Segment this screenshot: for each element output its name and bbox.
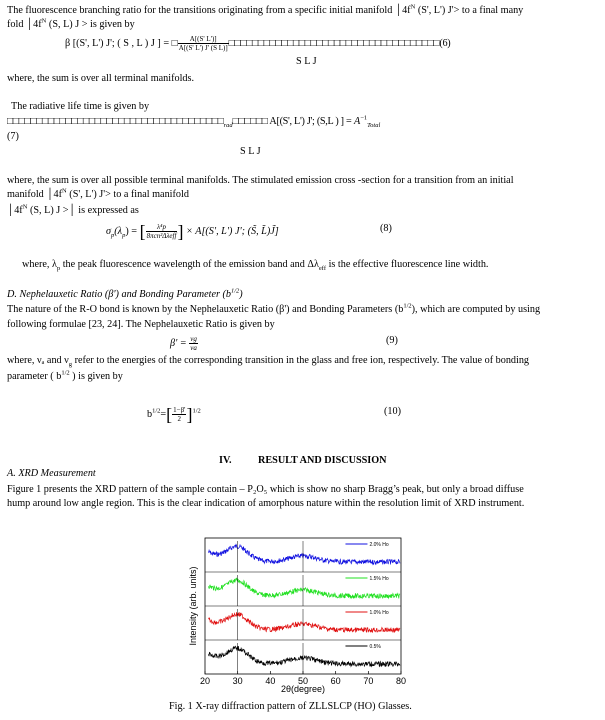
- section-title: RESULT AND DISCUSSION: [258, 455, 387, 466]
- sum-label: S L J: [240, 146, 261, 157]
- x-tick-label: 40: [265, 676, 276, 686]
- x-tick-label: 60: [330, 676, 341, 686]
- equation-10: $b^{1/2}=$[ $\frac{1-\beta'}{2}$ ]$^{1/2}$: [147, 404, 201, 425]
- equation-8: $\sigma_p(\lambda_p)$ = [ $\frac{\text{λ⁴p}}{\text{8πcn²Δλeff}}$ ] × A[(S', L') J'; (S̃, L̃)J̃]: [106, 221, 279, 242]
- text-line: The nature of the R-O bond is known by the Nephelauxetic Ratio (β') and Bonding Parameters $(b^{1/2})$, which are computed by using: [7, 302, 541, 315]
- text-line: Figure 1 presents the XRD pattern of the sample contain – P₂O₅ which is show no sharp Bragg’s peak, but only a broad diffuse: [7, 484, 524, 495]
- section-heading: D. Nephelauxetic Ratio (β') and Bonding Parameter $(b^{1/2})$: [7, 287, 243, 300]
- text-line: The radiative life time is given by: [11, 101, 150, 112]
- text-line: where, νₐ and $\nu_g$ refer to the energies of the corresponding transition in the glass and free ion, respectively. The value of bonding: [7, 355, 530, 369]
- text-line: fold $│4f^N$ (S, L) J > is given by: [7, 17, 135, 30]
- figure-caption: Fig. 1 X-ray diffraction pattern of ZLLSLCP (HO) Glasses.: [169, 701, 412, 712]
- text-line: $│4f^N$ (S, L) J >│ is expressed as: [7, 203, 139, 216]
- legend-label: 0.5%: [369, 644, 381, 650]
- x-tick-label: 80: [395, 676, 407, 686]
- x-tick-label: 20: [199, 676, 211, 686]
- legend-label: 1.0% Ho: [369, 610, 389, 616]
- equation-number: (9): [386, 335, 398, 346]
- text-line: parameter ( $b^{1/2}$ ) is given by: [7, 369, 123, 382]
- text-line: manifold $│4f^N$ (S', L') J'> to a final manifold: [7, 187, 189, 200]
- legend-label: 1.5% Ho: [369, 576, 389, 582]
- x-tick-label: 30: [232, 676, 243, 686]
- subsection-heading: A. XRD Measurement: [7, 468, 96, 479]
- equation-number: (10): [384, 406, 401, 417]
- legend-label: 2.0% Ho: [369, 542, 389, 548]
- text-line: where, the sum is over all terminal manifolds.: [7, 73, 195, 84]
- y-axis-label: Intensity (arb. units): [188, 566, 198, 646]
- equation-7: $□□□□□□□□□□□□□□□□□□□□□□□□□□□□□□□□□□□□□_{rad}□□□□□□$ A[(S', L') J'; (S,L ) ] = $A^{-1}_{Total}$: [7, 114, 381, 130]
- equation-9: β' = $\frac{\nu g}{\nu a}$: [170, 335, 197, 352]
- sum-label: S L J: [296, 56, 317, 67]
- text-line: following formulae [23, 24]. The Nephelauxetic Ratio is given by: [7, 319, 275, 330]
- text-line: where, $\lambda_p$ the peak fluorescence wavelength of the emission band and $\Delta\lambda_{eff}$ is the effective fluorescence line width.: [22, 259, 489, 273]
- text-line: hump around low angle region. This is the clear indication of amorphous nature within the resolution limit of XRD instrument.: [7, 498, 525, 509]
- xrd-chart: [186, 536, 407, 716]
- x-tick-label: 70: [363, 676, 374, 686]
- x-tick-label: 50: [297, 676, 309, 686]
- equation-number: (8): [380, 223, 392, 234]
- text-line: where, the sum is over all possible terminal manifolds. The stimulated emission cross -section for a transition from an initial: [7, 175, 514, 186]
- section-number: IV.: [219, 455, 232, 466]
- x-axis-label: 2θ(degree): [280, 684, 326, 694]
- equation-6: β [(S', L') J'; ( S , L ) J ] = □ $\frac{A[(S' L')]}{\text{A[(S' L') J' (S L)]}}$ □□□□□□□□□□□□□□□□□□□□□□□□□□□□□□□□□□□□(6): [65, 35, 451, 52]
- text-line: The fluorescence branching ratio for the transitions originating from a specific initial manifold $│4f^N$ (S', L') J'> to a final many: [7, 3, 524, 16]
- equation-number: (7): [7, 131, 19, 142]
